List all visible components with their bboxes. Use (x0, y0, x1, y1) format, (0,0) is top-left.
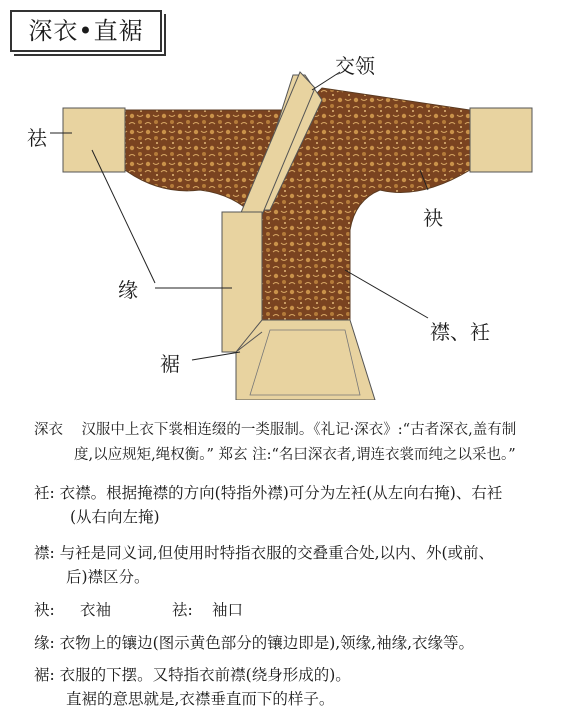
def-mei-term: 袂: (34, 601, 55, 619)
def-ren-2: (从右向左掩) (70, 508, 160, 526)
def-jin-1: 襟: 与衽是同义词,但使用时特指衣服的交叠重合处,以内、外(或前、 (34, 544, 495, 562)
def-jin-2: 后)襟区分。 (66, 568, 150, 586)
page-title: 深衣•直裾 (10, 10, 162, 52)
label-jiaoling: 交领 (335, 54, 375, 78)
def-qu: 袖口 (212, 601, 244, 619)
right-cuff (470, 108, 532, 172)
label-mei: 袂 (423, 206, 443, 230)
intro-line-2: 度,以应规矩,绳权衡。” 郑玄 注:“名曰深衣者,谓连衣裳而纯之以采也。” (74, 447, 516, 463)
label-yuan: 缘 (118, 278, 138, 302)
left-cuff (63, 108, 125, 172)
intro-term: 深衣 (34, 422, 63, 438)
label-qu: 祛 (27, 126, 47, 150)
leader-ju (192, 352, 240, 360)
leader-jinren (345, 270, 428, 318)
label-jin-ren: 襟、衽 (430, 320, 490, 344)
def-ju-1: 裾: 衣服的下摆。又特指衣前襟(绕身形成的)。 (34, 666, 351, 684)
intro-paragraph (34, 418, 564, 468)
intro-line-1: 汉服中上衣下裳相连缀的一类服制。《礼记·深衣》:“古者深衣,盖有制 (81, 422, 517, 438)
label-ju: 裾 (160, 352, 180, 376)
def-ju-2: 直裾的意思就是,衣襟垂直而下的样子。 (66, 690, 335, 708)
def-ren-1: 衽: 衣襟。根据掩襟的方向(特指外襟)可分为左衽(从左向右掩)、右衽 (34, 484, 503, 502)
def-qu-term: 祛: (172, 601, 193, 619)
def-yuan: 缘: 衣物上的镶边(图示黄色部分的镶边即是),领缘,袖缘,衣缘等。 (34, 634, 475, 652)
def-mei: 衣袖 (80, 601, 112, 619)
